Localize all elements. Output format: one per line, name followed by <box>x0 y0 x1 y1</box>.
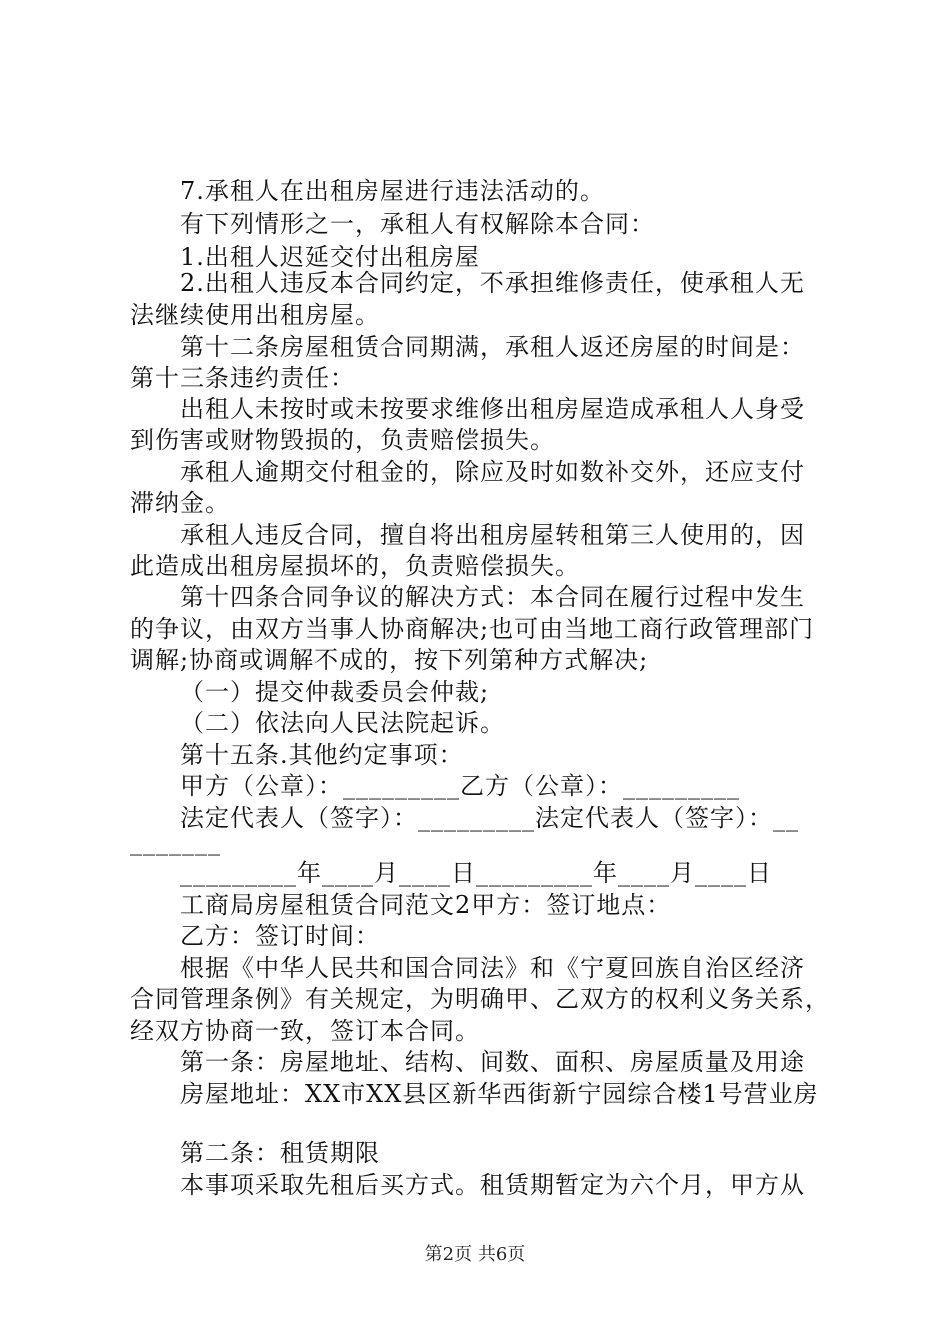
page-number-footer: 第2页 共6页 <box>424 1244 526 1265</box>
paragraph-line: 第十五条.其他约定事项： <box>180 741 464 769</box>
paragraph-line: 此造成出租房屋损坏的，负责赔偿损失。 <box>130 552 580 580</box>
signature-line: _______ <box>130 828 221 856</box>
paragraph-line: 承租人违反合同，擅自将出租房屋转租第三人使用的，因 <box>180 521 805 549</box>
paragraph-line: 第二条：租赁期限 <box>180 1139 380 1167</box>
paragraph-line: 有下列情形之一，承租人有权解除本合同： <box>180 210 655 238</box>
paragraph-line: 第十二条房屋租赁合同期满，承租人返还房屋的时间是： <box>180 333 805 361</box>
paragraph-line: 1.出租人迟延交付出租房屋 <box>180 243 480 271</box>
paragraph-line: 第十三条违约责任： <box>130 364 355 392</box>
paragraph-line: 第十四条合同争议的解决方式：本合同在履行过程中发生 <box>180 583 805 611</box>
paragraph-line: 承租人逾期交付租金的，除应及时如数补交外，还应支付 <box>180 458 805 486</box>
signature-line: 甲方（公章）：_________乙方（公章）：_________ <box>180 772 740 800</box>
paragraph-line: 合同管理条例》有关规定，为明确甲、乙双方的权利义务关系， <box>130 985 830 1013</box>
paragraph-line: 到伤害或财物毁损的，负责赔偿损失。 <box>130 426 555 454</box>
paragraph-line: 法继续使用出租房屋。 <box>130 301 380 329</box>
paragraph-line: 工商局房屋租赁合同范文2甲方：签订地点： <box>180 891 672 919</box>
paragraph-line: 乙方：签订时间： <box>180 922 380 950</box>
paragraph-line: 经双方协商一致，签订本合同。 <box>130 1017 480 1045</box>
paragraph-line: 2.出租人违反本合同约定，不承担维修责任，使承租人无 <box>180 269 805 297</box>
paragraph-line: 出租人未按时或未按要求维修出租房屋造成承租人人身受 <box>180 395 805 423</box>
paragraph-line: 第一条：房屋地址、结构、间数、面积、房屋质量及用途 <box>180 1048 805 1076</box>
paragraph-line: 调解;协商或调解不成的，按下列第种方式解决; <box>130 646 649 674</box>
paragraph-line: 房屋地址：XX市XX县区新华西街新宁园综合楼1号营业房 <box>180 1080 819 1108</box>
paragraph-line: （二）依法向人民法院起诉。 <box>180 709 505 737</box>
date-line: _________年____月____日_________年____月____日 <box>180 859 772 887</box>
paragraph-line: 滞纳金。 <box>130 489 230 517</box>
paragraph-line: 的争议，由双方当事人协商解决;也可由当地工商行政管理部门 <box>130 615 815 643</box>
paragraph-line: 根据《中华人民共和国合同法》和《宁夏回族自治区经济 <box>180 954 805 982</box>
signature-line: 法定代表人（签字）：_________法定代表人（签字）：__ <box>180 804 799 832</box>
paragraph-line: 本事项采取先租后买方式。租赁期暂定为六个月，甲方从 <box>180 1171 805 1199</box>
paragraph-line: 7.承租人在出租房屋进行违法活动的。 <box>180 177 605 205</box>
paragraph-line: （一）提交仲裁委员会仲裁; <box>180 678 490 706</box>
